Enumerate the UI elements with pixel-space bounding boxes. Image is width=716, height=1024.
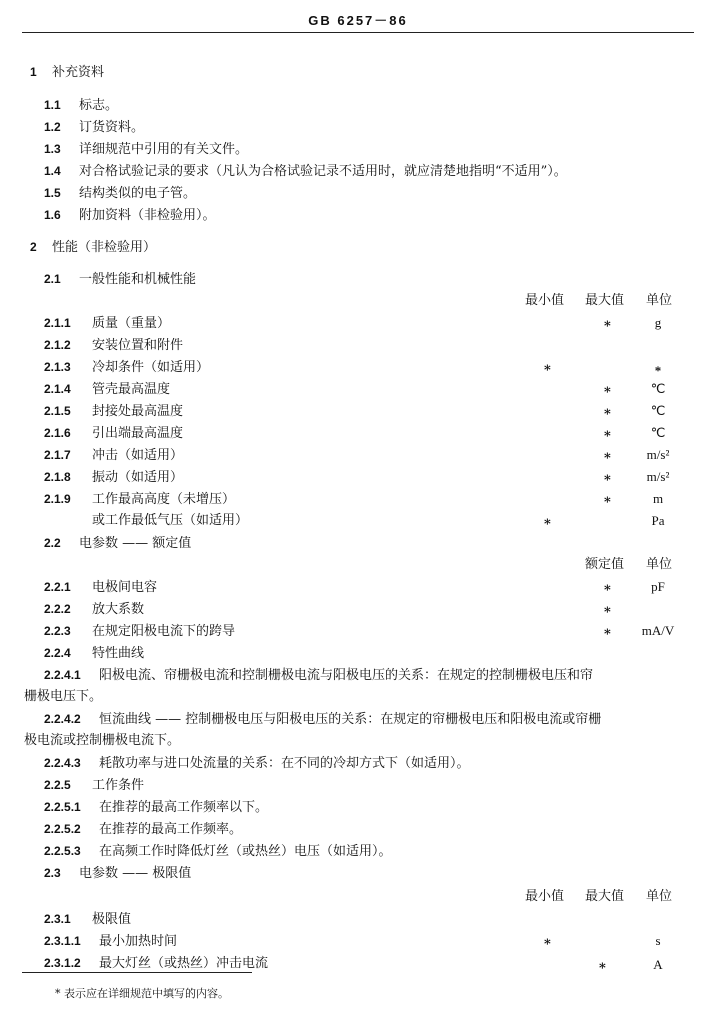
item-1-6: 1.6 附加资料（非检验用）。 — [44, 208, 216, 223]
row-2-3-1-1-min-mark: * — [544, 937, 551, 952]
row-2-2-4: 2.2.4 特性曲线 — [44, 646, 145, 661]
item-1-2: 1.2 订货资料。 — [44, 120, 145, 135]
row-2-1-3-min-mark: * — [544, 363, 551, 378]
item-1-4: 1.4 对合格试验记录的要求（凡认为合格试验记录不适用时，就应清楚地指明“不适用”）。 — [44, 164, 567, 179]
row-2-1-5-max-mark: * — [604, 407, 611, 422]
para-2-2-4-2-cont: 极电流或控制栅极电流下。 — [24, 733, 181, 748]
item-1-3: 1.3 详细规范中引用的有关文件。 — [44, 142, 249, 157]
row-2-1-2: 2.1.2 安装位置和附件 — [44, 338, 184, 353]
row-2-3-1-2-max-mark: * — [599, 961, 606, 976]
row-2-1-8-max-mark: * — [604, 473, 611, 488]
row-2-1-6: 2.1.6 引出端最高温度 — [44, 426, 184, 441]
item-2-2-5-3: 2.2.5.3 在高频工作时降低灯丝（或热丝）电压（如适用）。 — [44, 844, 392, 859]
row-2-1-9-unit: m — [652, 491, 664, 506]
row-2-1-4: 2.1.4 管壳最高温度 — [44, 382, 171, 397]
item-2-2-5-1: 2.2.5.1 在推荐的最高工作频率以下。 — [44, 800, 269, 815]
row-2-2-3-unit: mA/V — [641, 623, 675, 638]
col-header-min: 最小值 — [525, 293, 565, 308]
row-2-1-9-alt-unit: Pa — [651, 513, 665, 528]
row-2-1-5-unit: ℃ — [650, 403, 666, 418]
row-2-1-4-max-mark: * — [604, 385, 611, 400]
section-2-2-heading: 2.2 电参数 —— 额定值 — [44, 536, 192, 551]
row-2-2-1-unit: pF — [651, 579, 665, 594]
row-2-1-1: 2.1.1 质量（重量） — [44, 316, 171, 331]
row-2-1-6-max-mark: * — [604, 429, 611, 444]
section-2-3-1-heading: 2.3.1 极限值 — [44, 912, 132, 927]
row-2-2-1-mark: * — [604, 583, 611, 598]
row-2-3-1-2-unit: A — [653, 957, 663, 972]
row-2-2-1: 2.2.1 电极间电容 — [44, 580, 158, 595]
row-2-1-1-max-mark: * — [604, 319, 611, 334]
para-2-2-4-1-cont: 栅极电压下。 — [24, 689, 103, 704]
col-header-unit-b: 单位 — [646, 557, 673, 572]
row-2-2-3-mark: * — [604, 627, 611, 642]
row-2-3-1-1-unit: s — [655, 933, 661, 948]
section-2-2-5-heading: 2.2.5 工作条件 — [44, 778, 145, 793]
section-1-heading: 1 补充资料 — [30, 65, 105, 80]
col-header-max-c: 最大值 — [585, 889, 625, 904]
row-2-1-6-unit: ℃ — [650, 425, 666, 440]
item-1-5: 1.5 结构类似的电子管。 — [44, 186, 197, 201]
row-2-1-3: 2.1.3 冷却条件（如适用） — [44, 360, 210, 375]
para-2-2-4-3: 2.2.4.3 耗散功率与进口处流量的关系：在不同的冷却方式下（如适用）。 — [44, 756, 470, 771]
col-header-unit: 单位 — [646, 293, 673, 308]
row-2-1-4-unit: ℃ — [650, 381, 666, 396]
row-2-3-1-2: 2.3.1.2 最大灯丝（或热丝）冲击电流 — [44, 956, 269, 971]
section-2-1-heading: 2.1 一般性能和机械性能 — [44, 272, 197, 287]
row-2-3-1-1: 2.3.1.1 最小加热时间 — [44, 934, 178, 949]
row-2-1-9: 2.1.9 工作最高高度（未增压） — [44, 492, 236, 507]
row-2-1-3-unit-mark: * — [654, 363, 662, 378]
section-2-3-heading: 2.3 电参数 —— 极限值 — [44, 866, 192, 881]
row-2-2-3: 2.2.3 在规定阳极电流下的跨导 — [44, 624, 236, 639]
row-2-1-9-alt: 或工作最低气压（如适用） — [92, 513, 249, 528]
footnote: * 表示应在详细规范中填写的内容。 — [55, 987, 229, 1000]
row-2-1-9-max-mark: * — [604, 495, 611, 510]
row-2-1-7: 2.1.7 冲击（如适用） — [44, 448, 184, 463]
para-2-2-4-1: 2.2.4.1 阳极电流、帘栅极电流和控制栅极电流与阳极电压的关系：在规定的控制栅极电压和帘 — [44, 668, 594, 683]
row-2-1-5: 2.1.5 封接处最高温度 — [44, 404, 184, 419]
row-2-1-9-alt-min-mark: * — [544, 517, 551, 532]
row-2-2-2-mark: * — [604, 605, 611, 620]
item-1-1: 1.1 标志。 — [44, 98, 119, 113]
row-2-1-8-unit: m/s² — [646, 469, 670, 484]
para-2-2-4-2: 2.2.4.2 恒流曲线 —— 控制栅极电压与阳极电压的关系：在规定的帘栅极电压和阳极电流或帘栅 — [44, 712, 602, 727]
section-2-heading: 2 性能（非检验用） — [30, 240, 157, 255]
row-2-1-1-unit: g — [654, 315, 662, 330]
row-2-2-2: 2.2.2 放大系数 — [44, 602, 145, 617]
col-header-rated: 额定值 — [585, 557, 625, 572]
footnote-rule — [22, 972, 252, 973]
col-header-unit-c: 单位 — [646, 889, 673, 904]
row-2-1-8: 2.1.8 振动（如适用） — [44, 470, 184, 485]
header-rule — [22, 32, 694, 33]
item-2-2-5-2: 2.2.5.2 在推荐的最高工作频率。 — [44, 822, 243, 837]
row-2-1-7-unit: m/s² — [646, 447, 670, 462]
row-2-1-7-max-mark: * — [604, 451, 611, 466]
header-standard-number: GB 6257－86 — [308, 13, 408, 28]
col-header-max: 最大值 — [585, 293, 625, 308]
col-header-min-c: 最小值 — [525, 889, 565, 904]
